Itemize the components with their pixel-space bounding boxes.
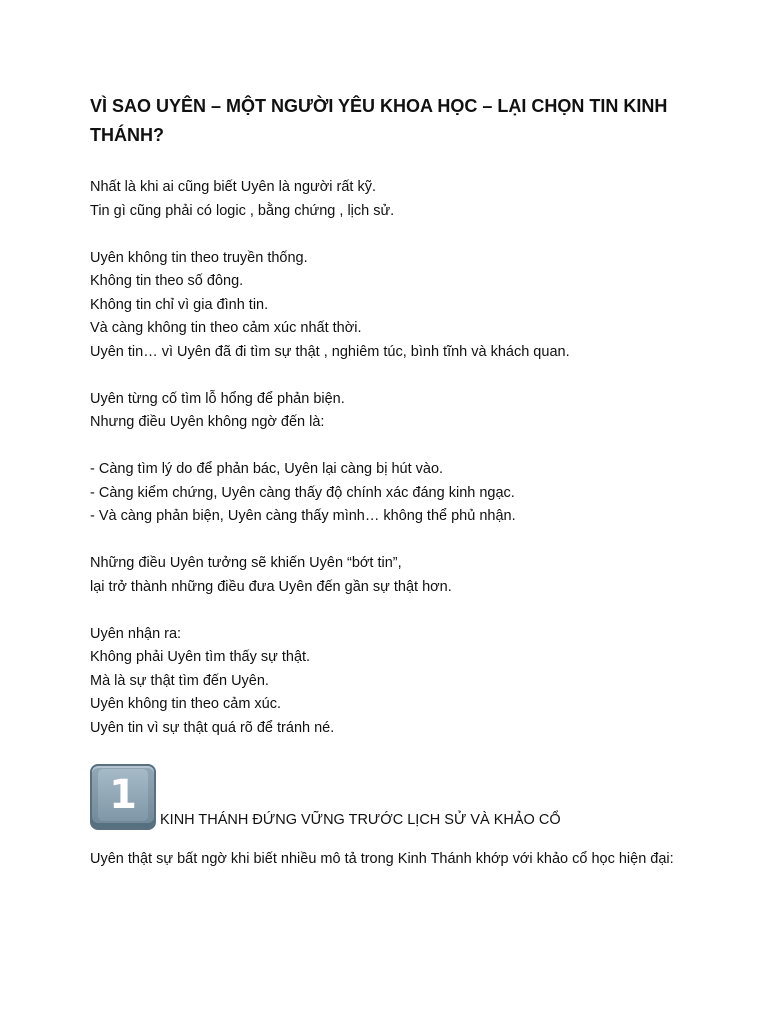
paragraph-list <box>90 458 690 529</box>
text-line: Uyên tin… vì Uyên đã đi tìm sự thật , nghiêm túc, bình tĩnh và khách quan. <box>90 343 570 360</box>
document-page <box>90 92 690 895</box>
text-line: Không tin theo số đông. <box>90 273 244 289</box>
text-line: Mà là sự thật tìm đến Uyên. <box>90 672 269 689</box>
keycap-digit-one-icon <box>90 764 156 830</box>
section-1-body: Uyên thật sự bất ngờ khi biết nhiều mô tả trong Kinh Thánh khớp với khảo cổ học hiện đại: <box>90 850 674 867</box>
text-line: Nhất là khi ai cũng biết Uyên là người rất kỹ. <box>90 179 376 195</box>
paragraph-turn <box>90 552 690 599</box>
text-line: Và càng không tin theo cảm xúc nhất thời. <box>90 320 362 336</box>
section-title: KINH THÁNH ĐỨNG VỮNG TRƯỚC LỊCH SỬ VÀ KHẢO CỔ <box>160 811 561 828</box>
text-line: Uyên nhận ra: <box>90 625 182 642</box>
keycap-number: 1 <box>98 769 148 821</box>
text-line: Nhưng điều Uyên không ngờ đến là: <box>90 414 325 430</box>
text-line: Không phải Uyên tìm thấy sự thật. <box>90 649 311 665</box>
text-line: Uyên không tin theo truyền thống. <box>90 249 308 266</box>
text-line: Những điều Uyên tưởng sẽ khiến Uyên “bớt tin”, <box>90 555 402 571</box>
text-line: Uyên không tin theo cảm xúc. <box>90 696 282 712</box>
paragraph-realization <box>90 623 690 741</box>
text-line: lại trở thành những điều đưa Uyên đến gần sự thật hơn. <box>90 578 452 595</box>
text-line: Không tin chỉ vì gia đình tin. <box>90 296 269 313</box>
document-title: VÌ SAO UYÊN – MỘT NGƯỜI YÊU KHOA HỌC – LẠI CHỌN TIN KINH THÁNH? <box>90 96 668 145</box>
paragraph-critique <box>90 388 690 435</box>
paragraph-beliefs <box>90 247 690 365</box>
list-item: - Và càng phản biện, Uyên càng thấy mình… không thể phủ nhận. <box>90 508 516 524</box>
paragraph-intro <box>90 176 690 223</box>
list-item: - Càng kiểm chứng, Uyên càng thấy độ chính xác đáng kinh ngạc. <box>90 484 515 501</box>
section-heading-1 <box>90 764 690 830</box>
text-line: Tin gì cũng phải có logic , bằng chứng , lịch sử. <box>90 202 395 219</box>
text-line: Uyên từng cố tìm lỗ hổng để phản biện. <box>90 390 345 407</box>
list-item: - Càng tìm lý do để phản bác, Uyên lại càng bị hút vào. <box>90 461 444 477</box>
text-line: Uyên tin vì sự thật quá rõ để tránh né. <box>90 719 335 736</box>
